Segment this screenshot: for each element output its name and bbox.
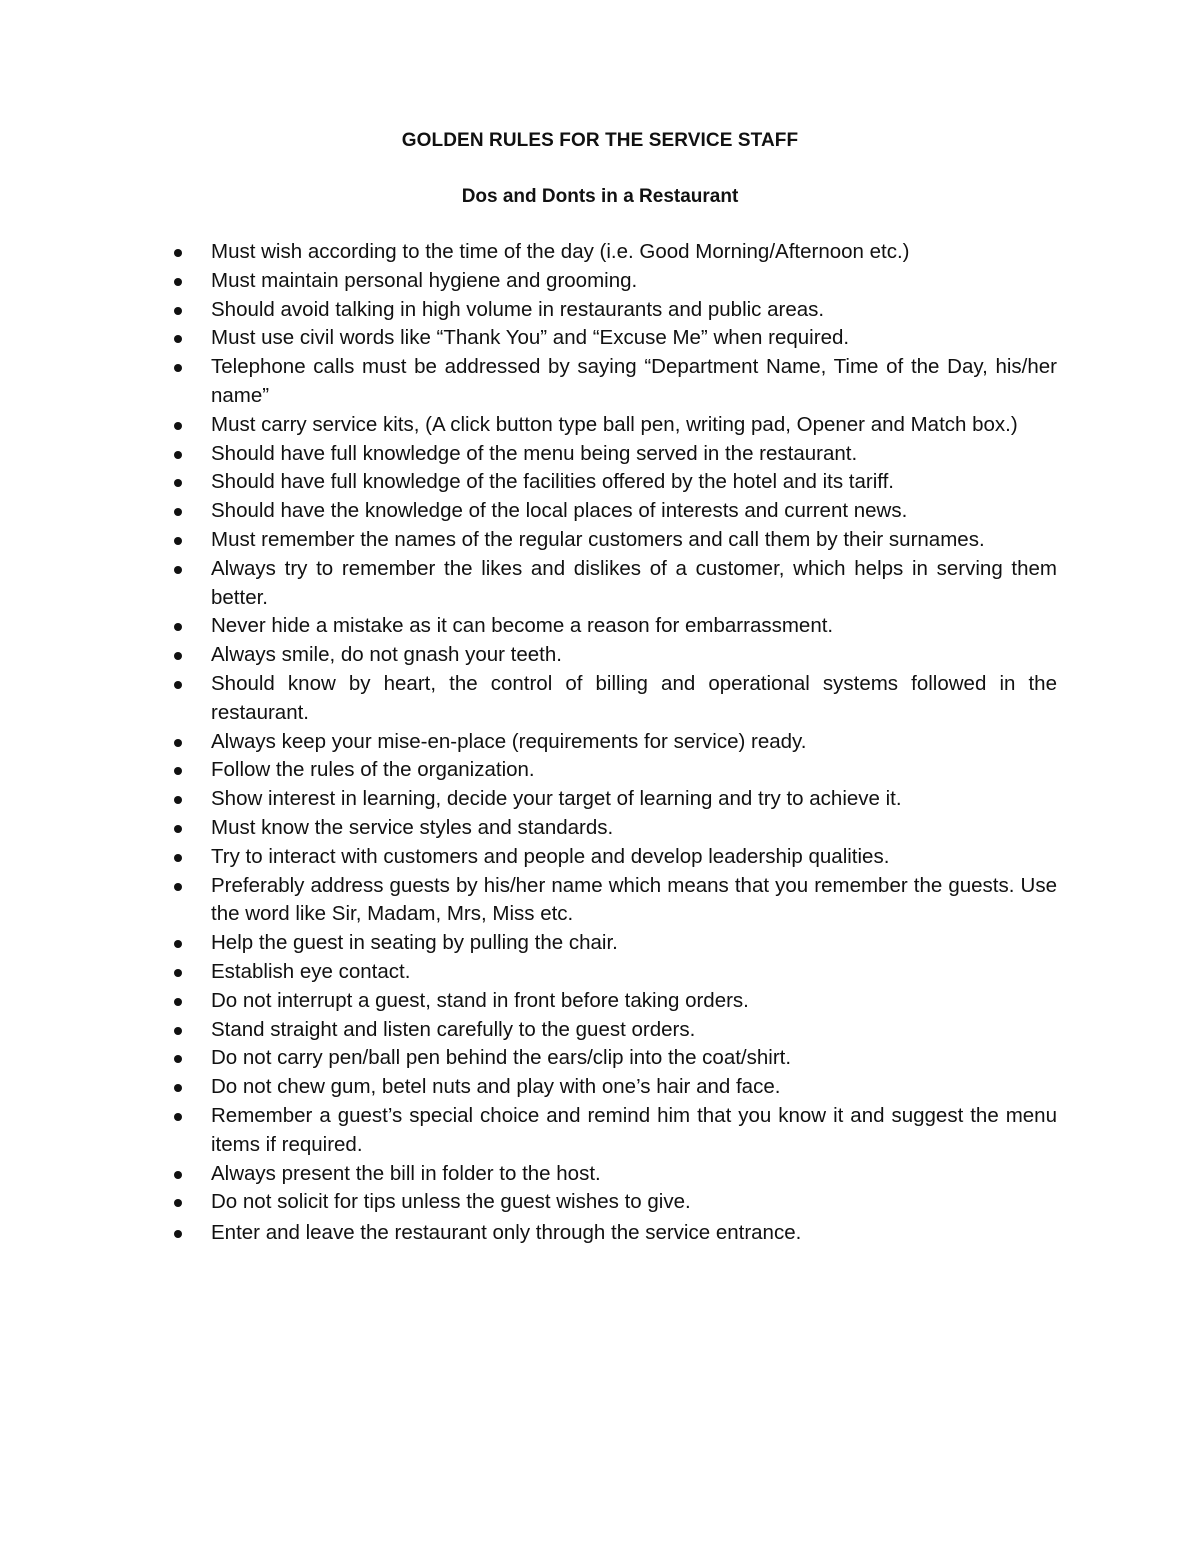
rule-text: Never hide a mistake as it can become a reason for embarrassment. xyxy=(211,614,834,638)
bullet-icon xyxy=(174,537,182,545)
list-item xyxy=(211,872,1057,930)
rule-text: Should know by heart, the control of billing and operational systems followed in the restaurant. xyxy=(211,671,1057,724)
rule-text: Preferably address guests by his/her name which means that you remember the guests. Use the word like Sir, Madam, Mrs, Miss etc. xyxy=(211,873,1057,926)
list-item xyxy=(211,1016,1057,1045)
list-item xyxy=(211,843,1057,872)
list-item xyxy=(211,612,1057,641)
bullet-icon xyxy=(174,249,182,257)
bullet-icon xyxy=(174,767,182,775)
list-item xyxy=(211,238,1057,267)
rule-text: Must use civil words like “Thank You” and “Excuse Me” when required. xyxy=(211,326,850,350)
bullet-icon xyxy=(174,1199,182,1207)
bullet-icon xyxy=(174,508,182,516)
rules-list xyxy=(211,238,1057,1248)
rule-text: Establish eye contact. xyxy=(211,959,411,983)
list-item xyxy=(211,555,1057,613)
list-item xyxy=(211,440,1057,469)
document-title: GOLDEN RULES FOR THE SERVICE STAFF xyxy=(401,130,799,151)
bullet-icon xyxy=(174,1027,182,1035)
bullet-icon xyxy=(174,335,182,343)
bullet-icon xyxy=(174,969,182,977)
bullet-icon xyxy=(174,451,182,459)
bullet-icon xyxy=(174,681,182,689)
rule-text: Remember a guest’s special choice and remind him that you know it and suggest the menu items if required. xyxy=(211,1103,1057,1156)
list-item xyxy=(211,1188,1057,1217)
bullet-icon xyxy=(174,1171,182,1179)
rule-text: Stand straight and listen carefully to the guest orders. xyxy=(211,1017,696,1041)
list-item xyxy=(211,670,1057,728)
rule-text: Always present the bill in folder to the host. xyxy=(211,1161,601,1185)
rule-text: Should have full knowledge of the menu being served in the restaurant. xyxy=(211,441,858,465)
bullet-icon xyxy=(174,940,182,948)
list-item xyxy=(211,267,1057,296)
bullet-icon xyxy=(174,883,182,891)
bullet-icon xyxy=(174,307,182,315)
list-item xyxy=(211,728,1057,757)
list-item xyxy=(211,497,1057,526)
bullet-icon xyxy=(174,854,182,862)
rule-text: Do not solicit for tips unless the guest wishes to give. xyxy=(211,1190,691,1214)
bullet-icon xyxy=(174,623,182,631)
rule-text: Should avoid talking in high volume in restaurants and public areas. xyxy=(211,297,825,321)
list-item xyxy=(211,1102,1057,1160)
rule-text: Try to interact with customers and people and develop leadership qualities. xyxy=(211,844,890,868)
rule-text: Should have full knowledge of the facilities offered by the hotel and its tariff. xyxy=(211,470,895,494)
rule-text: Do not interrupt a guest, stand in front before taking orders. xyxy=(211,988,749,1012)
list-item xyxy=(211,756,1057,785)
list-item xyxy=(211,958,1057,987)
bullet-icon xyxy=(174,1084,182,1092)
list-item xyxy=(211,1160,1057,1189)
bullet-icon xyxy=(174,1113,182,1121)
bullet-icon xyxy=(174,652,182,660)
list-item xyxy=(211,641,1057,670)
list-item xyxy=(211,353,1057,411)
rule-text: Must remember the names of the regular customers and call them by their surnames. xyxy=(211,527,985,551)
rule-text: Must maintain personal hygiene and grooming. xyxy=(211,268,638,292)
rule-text: Must wish according to the time of the day (i.e. Good Morning/Afternoon etc.) xyxy=(211,240,910,263)
bullet-icon xyxy=(174,422,182,430)
bullet-icon xyxy=(174,566,182,574)
bullet-icon xyxy=(174,1230,182,1238)
list-item xyxy=(211,468,1057,497)
bullet-icon xyxy=(174,479,182,487)
rule-text: Do not carry pen/ball pen behind the ears/clip into the coat/shirt. xyxy=(211,1046,792,1070)
bullet-icon xyxy=(174,998,182,1006)
bullet-icon xyxy=(174,739,182,747)
list-item xyxy=(211,526,1057,555)
rule-text: Must carry service kits, (A click button type ball pen, writing pad, Opener and Match box.) xyxy=(211,412,1018,436)
list-item xyxy=(211,929,1057,958)
bullet-icon xyxy=(174,364,182,372)
list-item xyxy=(211,296,1057,325)
list-item xyxy=(211,1219,1057,1248)
list-item xyxy=(211,1073,1057,1102)
rule-text: Must know the service styles and standards. xyxy=(211,815,614,839)
rule-text: Always smile, do not gnash your teeth. xyxy=(211,643,562,667)
rule-text: Do not chew gum, betel nuts and play with one’s hair and face. xyxy=(211,1075,781,1099)
bullet-icon xyxy=(174,278,182,286)
rule-text: Telephone calls must be addressed by saying “Department Name, Time of the Day, his/her name” xyxy=(211,355,1057,407)
rule-text: Show interest in learning, decide your target of learning and try to achieve it. xyxy=(211,787,902,811)
list-item xyxy=(211,814,1057,843)
list-item xyxy=(211,324,1057,353)
list-item xyxy=(211,411,1057,440)
list-item xyxy=(211,785,1057,814)
rule-text: Always try to remember the likes and dislikes of a customer, which helps in serving them better. xyxy=(211,556,1057,609)
rule-text: Should have the knowledge of the local places of interests and current news. xyxy=(211,499,908,523)
bullet-icon xyxy=(174,796,182,804)
rule-text: Help the guest in seating by pulling the chair. xyxy=(211,931,618,955)
list-item xyxy=(211,987,1057,1016)
rule-text: Follow the rules of the organization. xyxy=(211,758,535,782)
bullet-icon xyxy=(174,1055,182,1063)
rule-text: Enter and leave the restaurant only through the service entrance. xyxy=(211,1221,802,1245)
document-subtitle: Dos and Donts in a Restaurant xyxy=(461,186,739,207)
list-item xyxy=(211,1044,1057,1073)
bullet-icon xyxy=(174,825,182,833)
rule-text: Always keep your mise-en-place (requirements for service) ready. xyxy=(211,729,807,753)
